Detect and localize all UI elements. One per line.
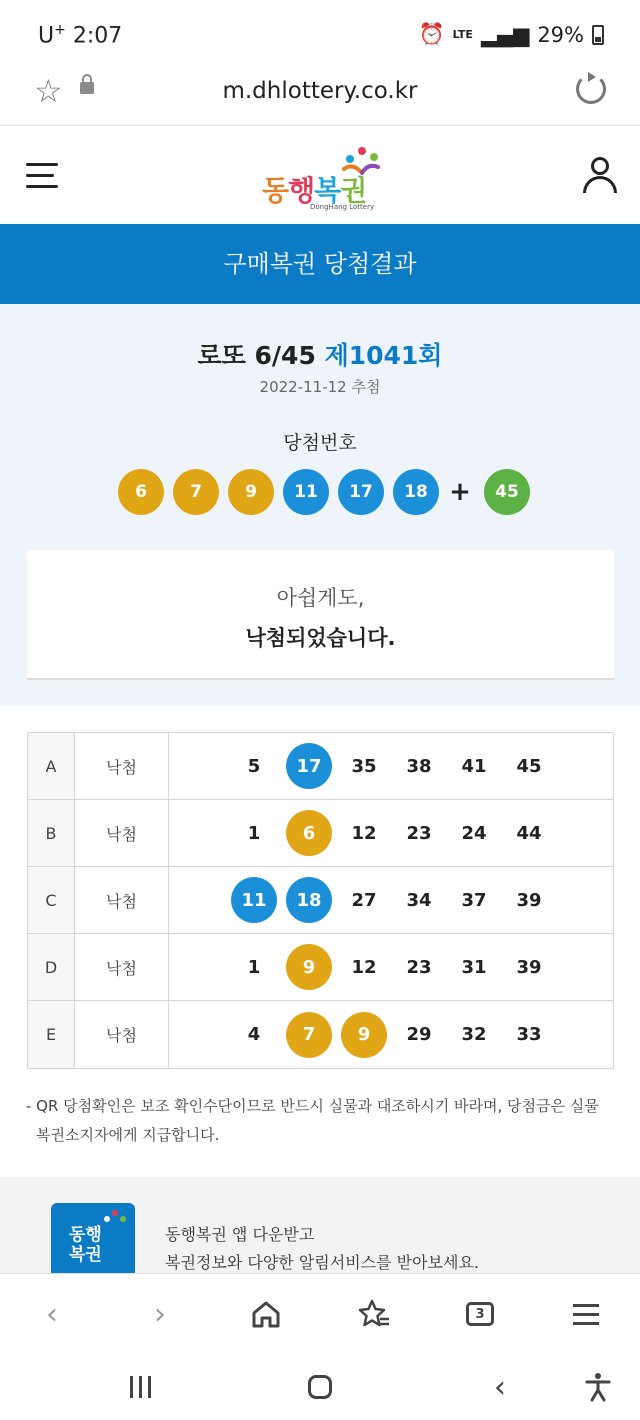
ticket-number: 37 (461, 889, 487, 911)
ticket-number: 27 (351, 889, 377, 911)
game-letter: B (28, 800, 75, 866)
game-result: 낙첨 (75, 733, 169, 799)
system-back-icon[interactable]: ‹ (494, 1369, 506, 1405)
ticket-number: 38 (406, 755, 432, 777)
home-icon[interactable] (244, 1292, 288, 1336)
status-bar (0, 0, 640, 70)
signal-icon: ▂▄▆ (480, 22, 530, 47)
ticket-number: 4 (247, 1024, 261, 1045)
ticket-number: 23 (406, 822, 432, 844)
notice-line1: - QR 당첨확인은 보조 확인수단이므로 반드시 실물과 대조하시기 바라며, 당첨금은 실물 (26, 1097, 599, 1115)
game-result: 낙첨 (75, 934, 169, 1000)
result-message-card (27, 550, 614, 680)
result-message-line1: 아쉽게도, (276, 586, 365, 610)
carrier-label: U+ 2:07 (38, 22, 123, 49)
game-numbers (169, 800, 613, 866)
game-name: 로또 6/45 (197, 341, 316, 370)
table-row (28, 800, 613, 867)
app-banner-line2: 복권정보와 다양한 알림서비스를 받아보세요. (165, 1253, 480, 1272)
site-logo[interactable] (260, 145, 390, 215)
ticket-number-matched: 17 (286, 743, 332, 789)
user-icon[interactable] (582, 157, 618, 193)
ticket-number-matched: 9 (286, 944, 332, 990)
ticket-number: 29 (406, 1024, 432, 1045)
status-icons (418, 22, 604, 47)
game-letter: A (28, 733, 75, 799)
game-numbers (169, 733, 613, 799)
bonus-ball: 45 (484, 469, 530, 515)
system-home-icon[interactable] (300, 1369, 340, 1405)
ticket-number-matched: 18 (286, 877, 332, 923)
tabs-icon[interactable] (458, 1292, 502, 1336)
qr-notice (26, 1092, 616, 1150)
page-title: 구매복권 당첨결과 (0, 224, 640, 304)
browser-toolbar (0, 1273, 640, 1353)
ticket-number: 44 (516, 822, 542, 844)
table-row (28, 733, 613, 800)
winning-ball: 9 (228, 469, 274, 515)
clock: 2:07 (72, 23, 123, 49)
ticket-number: 33 (516, 1024, 542, 1045)
ticket-number: 12 (351, 822, 377, 844)
alarm-icon: ⏰ (418, 22, 445, 46)
ticket-number-matched: 9 (341, 1012, 387, 1058)
ticket-number: 1 (247, 822, 261, 844)
game-letter: C (28, 867, 75, 933)
app-icon[interactable] (51, 1203, 135, 1283)
ticket-number: 39 (516, 956, 542, 978)
ticket-number: 12 (351, 956, 377, 978)
winning-ball: 6 (118, 469, 164, 515)
ticket-number: 32 (461, 1024, 487, 1045)
winning-ball: 7 (173, 469, 219, 515)
ticket-number: 24 (461, 822, 487, 844)
winning-numbers-label: 당첨번호 (283, 432, 357, 454)
accessibility-icon[interactable] (578, 1369, 618, 1405)
table-row (28, 934, 613, 1001)
draw-result-section (0, 304, 640, 706)
ticket-number: 34 (406, 889, 432, 911)
tab-count[interactable]: 3 (466, 1302, 494, 1326)
network-type: LTE (452, 28, 473, 41)
app-banner-text (165, 1221, 479, 1277)
game-result: 낙첨 (75, 1001, 169, 1068)
logo-subtitle: DongHang Lottery (310, 203, 375, 211)
forward-icon[interactable]: › (154, 1296, 166, 1332)
draw-round: 제1041회 (324, 341, 443, 370)
ticket-number-matched: 7 (286, 1012, 332, 1058)
winning-ball: 11 (283, 469, 329, 515)
winning-ball: 18 (393, 469, 439, 515)
game-numbers (169, 934, 613, 1000)
game-result: 낙첨 (75, 867, 169, 933)
game-letter: D (28, 934, 75, 1000)
url-text[interactable]: m.dhlottery.co.kr (222, 78, 418, 104)
app-icon-label: 동행복권 (69, 1225, 102, 1265)
back-icon[interactable]: ‹ (46, 1296, 58, 1332)
site-header (0, 127, 640, 224)
reload-icon[interactable] (576, 74, 606, 104)
ticket-number-matched: 6 (286, 810, 332, 856)
system-navigation-bar (0, 1353, 640, 1420)
bookmark-star-icon[interactable]: ☆ (34, 72, 63, 110)
ticket-number-matched: 11 (231, 877, 277, 923)
ticket-number: 35 (351, 755, 377, 777)
result-message-line2: 낙첨되었습니다. (245, 626, 396, 650)
draw-date: 2022-11-12 추첨 (259, 378, 381, 396)
ticket-number: 45 (516, 755, 542, 777)
ticket-number: 31 (461, 956, 487, 978)
recent-apps-icon[interactable] (120, 1369, 160, 1405)
bookmarks-icon[interactable] (352, 1292, 396, 1336)
ticket-number: 5 (247, 755, 261, 777)
ticket-number: 41 (461, 755, 487, 777)
address-bar[interactable] (0, 62, 640, 126)
app-download-banner[interactable] (0, 1177, 640, 1277)
ticket-number: 23 (406, 956, 432, 978)
app-banner-line1: 동행복권 앱 다운받고 (165, 1225, 315, 1244)
winning-numbers (118, 469, 539, 515)
ticket-table (27, 732, 614, 1069)
menu-icon[interactable] (26, 163, 58, 189)
winning-ball: 17 (338, 469, 384, 515)
game-numbers (169, 1001, 613, 1068)
logo-text: 동행복권 (262, 174, 367, 207)
game-letter: E (28, 1001, 75, 1068)
table-row (28, 1001, 613, 1068)
game-result: 낙첨 (75, 800, 169, 866)
battery-percent: 29% (537, 22, 584, 47)
ticket-number: 1 (247, 956, 261, 978)
notice-line2: 복권소지자에게 지급합니다. (36, 1126, 220, 1144)
plus-sign: + (449, 477, 471, 507)
ticket-number: 39 (516, 889, 542, 911)
game-numbers (169, 867, 613, 933)
draw-title (0, 336, 640, 372)
table-row (28, 867, 613, 934)
battery-icon (592, 25, 604, 45)
more-menu-icon[interactable] (564, 1292, 608, 1336)
